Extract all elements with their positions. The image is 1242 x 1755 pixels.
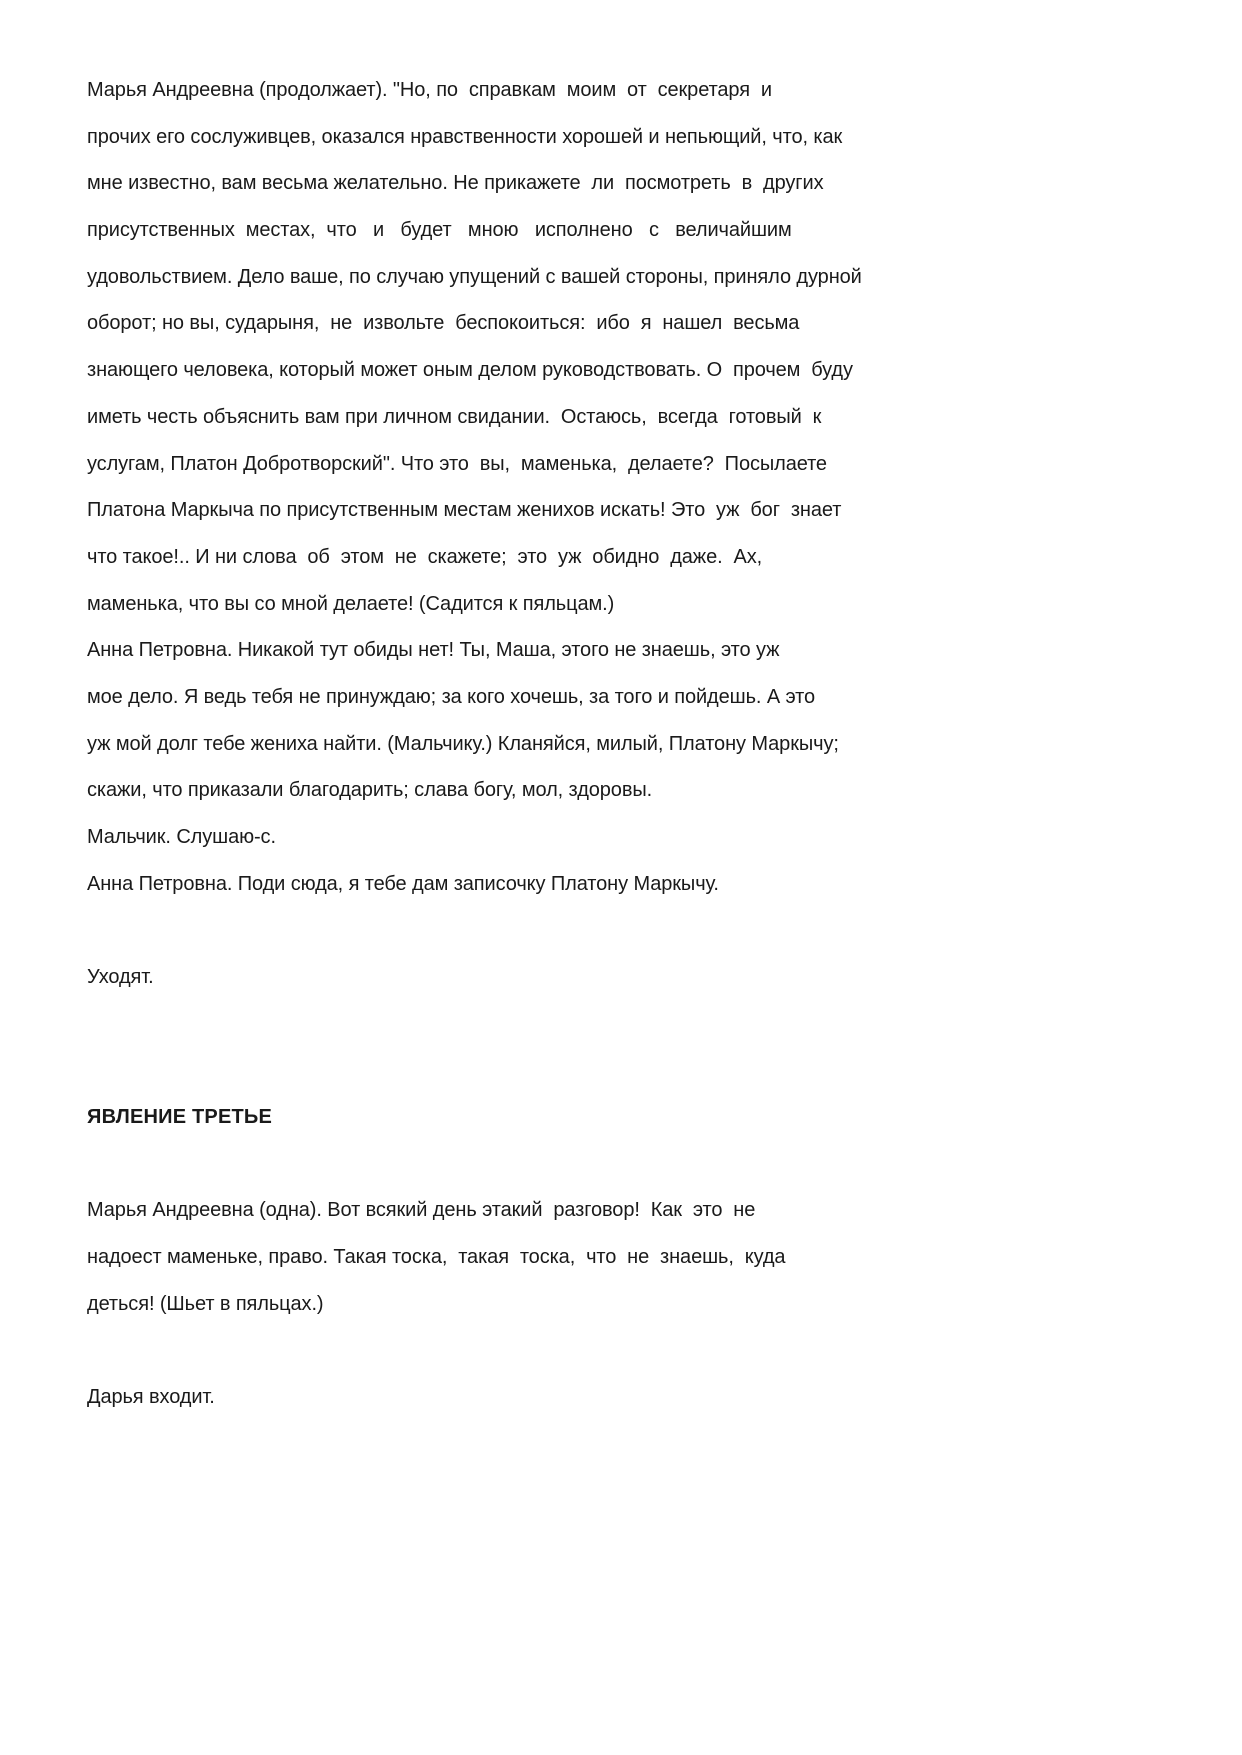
speaker-line: Мальчик. Слушаю-с. xyxy=(87,826,276,848)
text-line: оборот; но вы, сударыня, не извольте беспокоиться: ибо я нашел весьма xyxy=(87,312,800,334)
text-line: удовольствием. Дело ваше, по случаю упущений с вашей стороны, приняло дурной xyxy=(87,266,862,288)
text-line: иметь честь объяснить вам при личном свидании. Остаюсь, всегда готовый к xyxy=(87,406,822,428)
text-line: Платона Маркыча по присутственным местам женихов искать! Это уж бог знает xyxy=(87,499,842,521)
text-line: мне известно, вам весьма желательно. Не прикажете ли посмотреть в других xyxy=(87,172,824,194)
text-line: Марья Андреевна (продолжает). "Но, по справкам моим от секретаря и xyxy=(87,79,772,101)
text-line: деться! (Шьет в пяльцах.) xyxy=(87,1293,324,1315)
speaker-line: Анна Петровна. Поди сюда, я тебе дам записочку Платону Маркычу. xyxy=(87,873,719,895)
speaker-line: Анна Петровна. Никакой тут обиды нет! Ты, Маша, этого не знаешь, это уж xyxy=(87,639,780,661)
speaker-line: Марья Андреевна (одна). Вот всякий день этакий разговор! Как это не xyxy=(87,1199,756,1221)
scene-heading: ЯВЛЕНИЕ ТРЕТЬЕ xyxy=(87,1106,273,1128)
text-line: надоест маменьке, право. Такая тоска, такая тоска, что не знаешь, куда xyxy=(87,1246,786,1268)
stage-direction: Уходят. xyxy=(87,966,154,988)
text-line: уж мой долг тебе жениха найти. (Мальчику.) Кланяйся, милый, Платону Маркычу; xyxy=(87,733,839,755)
text-line: что такое!.. И ни слова об этом не скажете; это уж обидно даже. Ах, xyxy=(87,546,763,568)
text-line: присутственных местах, что и будет мною исполнено с величайшим xyxy=(87,219,792,241)
text-line: знающего человека, который может оным делом руководствовать. О прочем буду xyxy=(87,359,853,381)
text-line: услугам, Платон Добротворский". Что это вы, маменька, делаете? Посылаете xyxy=(87,453,827,475)
text-line: прочих его сослуживцев, оказался нравственности хорошей и непьющий, что, как xyxy=(87,126,843,148)
text-line: маменька, что вы со мной делаете! (Садится к пяльцам.) xyxy=(87,593,615,615)
text-line: мое дело. Я ведь тебя не принуждаю; за кого хочешь, за того и пойдешь. А это xyxy=(87,686,816,708)
stage-direction: Дарья входит. xyxy=(87,1386,215,1408)
text-line: скажи, что приказали благодарить; слава богу, мол, здоровы. xyxy=(87,779,653,801)
